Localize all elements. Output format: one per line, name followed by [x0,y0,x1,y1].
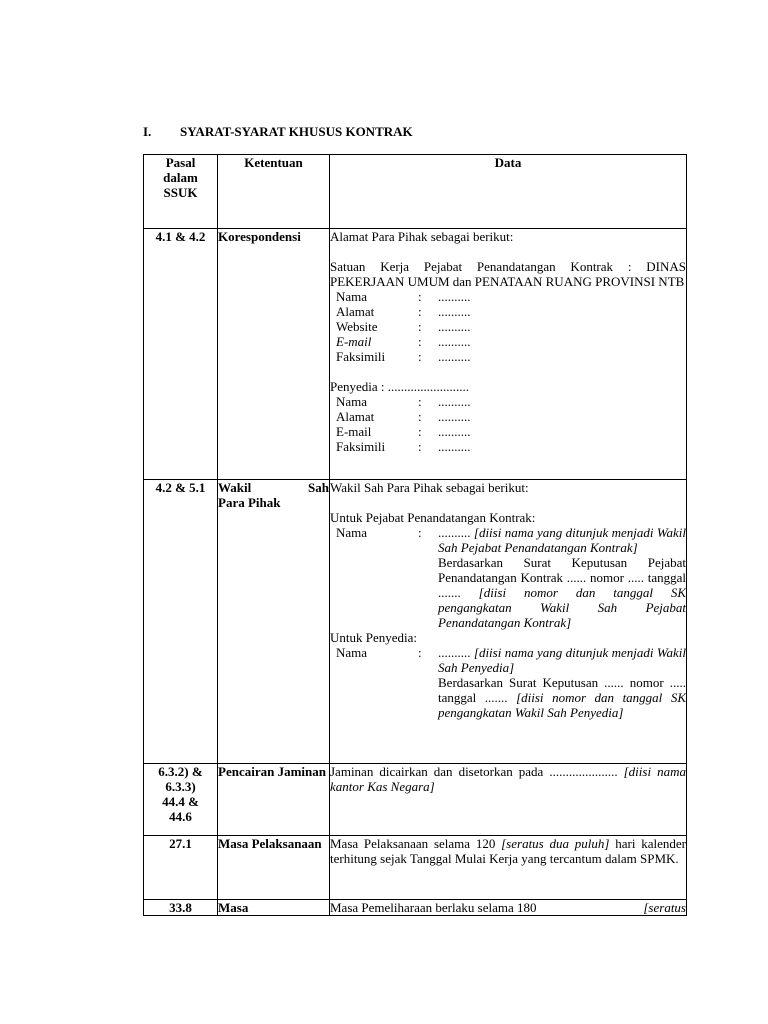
ketentuan-cell: Masa Pelaksanaan [218,836,330,900]
korespondensi-intro: Alamat Para Pihak sebagai berikut: [330,229,514,244]
field-row: Alamat : .......... [336,409,471,424]
field-row: Faksimili : .......... [336,439,471,454]
data-cell [330,480,687,764]
penyedia-name-row: Nama : .......... [diisi nama yang ditunjuk menjadi Wakil Sah Penyedia] Berdasarkan Surat Keputusan ...... nomor ..... tanggal ....... [diisi nomor dan tanggal SK pengangkatan Wakil Sah Penyedia] [336,645,687,720]
field-row: Faksimili : .......... [336,349,471,364]
satker-line: Satuan Kerja Pejabat Penandatangan Kontrak : DINAS PEKERJAAN UMUM dan PENATAAN RUANG PROVINSI NTB [330,259,686,289]
field-row: E-mail : .......... [336,334,471,349]
penyedia-title: Untuk Penyedia: [330,630,418,645]
ketentuan-cell: Korespondensi [218,229,330,480]
header-data: Data [330,155,687,229]
penyedia-line: Penyedia : ......................... [330,379,470,394]
pasal-cell: 4.2 & 5.1 [144,480,218,764]
data-cell: Masa Pelaksanaan selama 120 [seratus dua puluh] hari kalender terhitung sejak Tanggal Mulai Kerja yang tercantum dalam SPMK. [330,836,687,900]
field-row: Nama : .......... [336,394,471,409]
field-row: Alamat : .......... [336,304,471,319]
table-row [144,836,687,900]
table-row [144,480,687,764]
field-row: Website : .......... [336,319,471,334]
satker-fields [330,289,686,364]
penyedia-fields [330,394,686,454]
header-ketentuan: Ketentuan [218,155,330,229]
section-title: SYARAT-SYARAT KHUSUS KONTRAK [180,124,413,139]
wakil-intro: Wakil Sah Para Pihak sebagai berikut: [330,480,529,495]
ssuk-table [143,154,687,916]
table-row [144,900,687,916]
table-header-row [144,155,687,229]
pasal-cell: 6.3.2) & 6.3.3) 44.4 & 44.6 [144,764,218,836]
table-row [144,229,687,480]
ppk-name-row: Nama : .......... [diisi nama yang ditunjuk menjadi Wakil Sah Pejabat Penandatangan Kontrak] Berdasarkan Surat Keputusan Pejabat Penandatangan Kontrak ...... nomor ..... tanggal ....... [diisi nomor dan tanggal SK pengangkatan Wakil Sah Pejabat Penandatangan Kontrak] [336,525,687,630]
ppk-title: Untuk Pejabat Penandatangan Kontrak: [330,510,536,525]
field-row: Nama : .......... [336,289,471,304]
table-row [144,764,687,836]
section-number: I. [143,124,152,139]
data-cell: Jaminan dicairkan dan disetorkan pada ..................... [diisi nama kantor Kas Negara] [330,764,687,836]
pasal-cell: 33.8 [144,900,218,916]
field-row: E-mail : .......... [336,424,471,439]
pasal-cell: 4.1 & 4.2 [144,229,218,480]
section-heading [143,124,413,139]
data-cell [330,229,687,480]
ketentuan-cell: Wakil Sah Para Pihak [218,480,330,764]
pasal-cell: 27.1 [144,836,218,900]
header-pasal: Pasal dalam SSUK [144,155,218,229]
ketentuan-cell: Masa [218,900,330,916]
data-cell: Masa Pemeliharaan berlaku selama 180 [seratus [330,900,686,915]
ketentuan-cell: Pencairan Jaminan [218,764,330,836]
